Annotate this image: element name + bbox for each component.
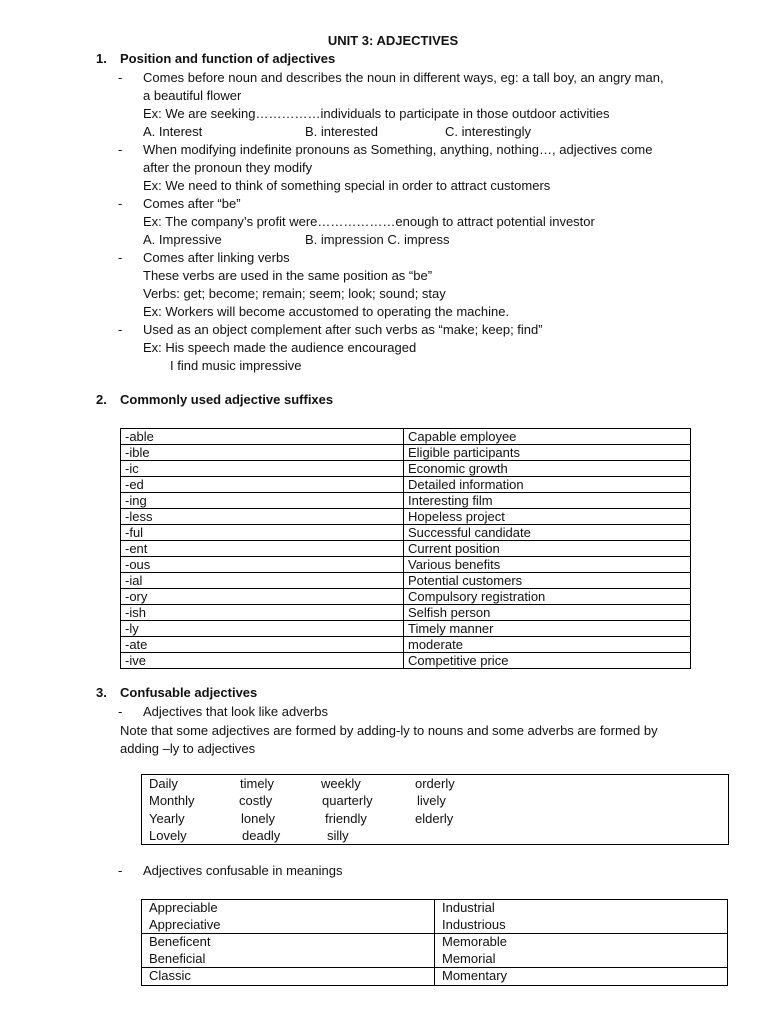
section-number: 2. xyxy=(96,392,107,407)
table-row xyxy=(121,557,691,573)
table-row xyxy=(121,493,691,509)
bullet-dash: - xyxy=(118,704,123,719)
example-cell: Economic growth xyxy=(404,461,691,477)
word: Memorable xyxy=(442,934,508,949)
text-line: Comes before noun and describes the noun in different ways, eg: a tall boy, an angry man, xyxy=(143,70,664,85)
table-row xyxy=(142,968,728,986)
suffix-cell: -ible xyxy=(121,445,404,461)
example-cell: Successful candidate xyxy=(404,525,691,541)
word: timely xyxy=(240,776,274,791)
example-cell: Eligible participants xyxy=(404,445,691,461)
suffix-cell: -able xyxy=(121,429,404,445)
word: Monthly xyxy=(149,793,195,808)
table-row xyxy=(121,461,691,477)
option-c: C. interestingly xyxy=(445,124,531,139)
word: elderly xyxy=(415,811,454,826)
word: quarterly xyxy=(322,793,373,808)
word: Industrial xyxy=(442,900,495,915)
word-pair-cell xyxy=(435,968,728,986)
section-number: 1. xyxy=(96,51,107,66)
example-line: Ex: His speech made the audience encouraged xyxy=(143,340,417,355)
word-pair-cell xyxy=(435,900,728,934)
example-cell: Detailed information xyxy=(404,477,691,493)
text-line: a beautiful flower xyxy=(143,88,242,103)
option-b: B. impression C. impress xyxy=(305,232,450,247)
example-cell: Compulsory registration xyxy=(404,589,691,605)
example-cell: Various benefits xyxy=(404,557,691,573)
bullet-dash: - xyxy=(118,322,123,337)
table-row xyxy=(121,525,691,541)
suffix-cell: -less xyxy=(121,509,404,525)
example-cell: Selfish person xyxy=(404,605,691,621)
table-row xyxy=(121,429,691,445)
word-pair-cell xyxy=(142,900,435,934)
example-cell: Capable employee xyxy=(404,429,691,445)
word: Beneficent xyxy=(149,934,211,949)
example-line: Ex: We are seeking……………individuals to participate in those outdoor activities xyxy=(143,106,610,121)
suffix-cell: -ful xyxy=(121,525,404,541)
example-line: Ex: Workers will become accustomed to operating the machine. xyxy=(143,304,510,319)
section-title: Confusable adjectives xyxy=(120,685,258,700)
suffix-cell: -ial xyxy=(121,573,404,589)
section-2-heading xyxy=(96,392,333,407)
table-row xyxy=(121,541,691,557)
suffix-table xyxy=(120,428,691,669)
example-cell: moderate xyxy=(404,637,691,653)
word: Industrious xyxy=(442,916,506,932)
bullet-dash: - xyxy=(118,863,123,878)
text-line: Used as an object complement after such verbs as “make; keep; find” xyxy=(143,322,543,337)
word: Classic xyxy=(149,968,191,983)
section-title: Commonly used adjective suffixes xyxy=(120,392,334,407)
section-number: 3. xyxy=(96,685,107,700)
word: Memorial xyxy=(442,950,496,966)
suffix-cell: -ic xyxy=(121,461,404,477)
table-row xyxy=(121,653,691,669)
word: deadly xyxy=(242,828,281,843)
word: Daily xyxy=(149,776,178,791)
word: lonely xyxy=(241,811,275,826)
adverb-like-box xyxy=(141,774,729,845)
option-a: A. Impressive xyxy=(143,232,222,247)
subheading: Adjectives confusable in meanings xyxy=(143,863,343,878)
example-cell: Timely manner xyxy=(404,621,691,637)
page-title: UNIT 3: ADJECTIVES xyxy=(327,33,459,48)
example-cell: Hopeless project xyxy=(404,509,691,525)
table-row xyxy=(121,621,691,637)
text-line: after the pronoun they modify xyxy=(143,160,313,175)
word: Momentary xyxy=(442,968,508,983)
text-line: Comes after “be” xyxy=(143,196,241,211)
text-line: Comes after linking verbs xyxy=(143,250,290,265)
example-line: I find music impressive xyxy=(170,358,302,373)
suffix-cell: -ent xyxy=(121,541,404,557)
suffix-cell: -ly xyxy=(121,621,404,637)
suffix-cell: -ed xyxy=(121,477,404,493)
bullet-dash: - xyxy=(118,142,123,157)
word: weekly xyxy=(321,776,361,791)
text-line: When modifying indefinite pronouns as Something, anything, nothing…, adjectives come xyxy=(143,142,653,157)
section-3-heading xyxy=(96,685,257,700)
word-pair-cell xyxy=(142,968,435,986)
word-pair-cell xyxy=(142,934,435,968)
text-line: Verbs: get; become; remain; seem; look; sound; stay xyxy=(143,286,446,301)
table-row xyxy=(121,589,691,605)
bullet-dash: - xyxy=(118,70,123,85)
word: Appreciative xyxy=(149,916,221,932)
suffix-cell: -ish xyxy=(121,605,404,621)
word: orderly xyxy=(415,776,455,791)
example-cell: Current position xyxy=(404,541,691,557)
word: costly xyxy=(239,793,273,808)
suffix-cell: -ory xyxy=(121,589,404,605)
example-cell: Potential customers xyxy=(404,573,691,589)
table-row xyxy=(121,445,691,461)
option-a: A. Interest xyxy=(143,124,203,139)
example-cell: Interesting film xyxy=(404,493,691,509)
suffix-cell: -ous xyxy=(121,557,404,573)
table-row xyxy=(142,934,728,968)
suffix-cell: -ate xyxy=(121,637,404,653)
table-row xyxy=(121,637,691,653)
table-row xyxy=(121,573,691,589)
suffix-cell: -ing xyxy=(121,493,404,509)
table-row xyxy=(121,605,691,621)
word: silly xyxy=(327,828,349,843)
word: Appreciable xyxy=(149,900,218,915)
option-b: B. interested xyxy=(305,124,378,139)
section-1-heading xyxy=(96,51,335,66)
word: Beneficial xyxy=(149,950,206,966)
note-line: Note that some adjectives are formed by adding-ly to nouns and some adverbs are formed by xyxy=(120,723,658,738)
text-line: These verbs are used in the same position as “be” xyxy=(143,268,433,283)
table-row xyxy=(121,477,691,493)
suffix-cell: -ive xyxy=(121,653,404,669)
bullet-dash: - xyxy=(118,250,123,265)
word: Lovely xyxy=(149,828,187,843)
word: friendly xyxy=(325,811,367,826)
note-line: adding –ly to adjectives xyxy=(120,741,256,756)
table-row xyxy=(121,509,691,525)
bullet-dash: - xyxy=(118,196,123,211)
table-row xyxy=(142,900,728,934)
example-cell: Competitive price xyxy=(404,653,691,669)
subheading: Adjectives that look like adverbs xyxy=(143,704,328,719)
word-pair-cell xyxy=(435,934,728,968)
word: Yearly xyxy=(149,811,185,826)
example-line: Ex: The company’s profit were………………enough to attract potential investor xyxy=(143,214,595,229)
section-title: Position and function of adjectives xyxy=(120,51,336,66)
word: lively xyxy=(417,793,446,808)
confusable-meanings-table xyxy=(141,899,728,986)
example-line: Ex: We need to think of something special in order to attract customers xyxy=(143,178,551,193)
